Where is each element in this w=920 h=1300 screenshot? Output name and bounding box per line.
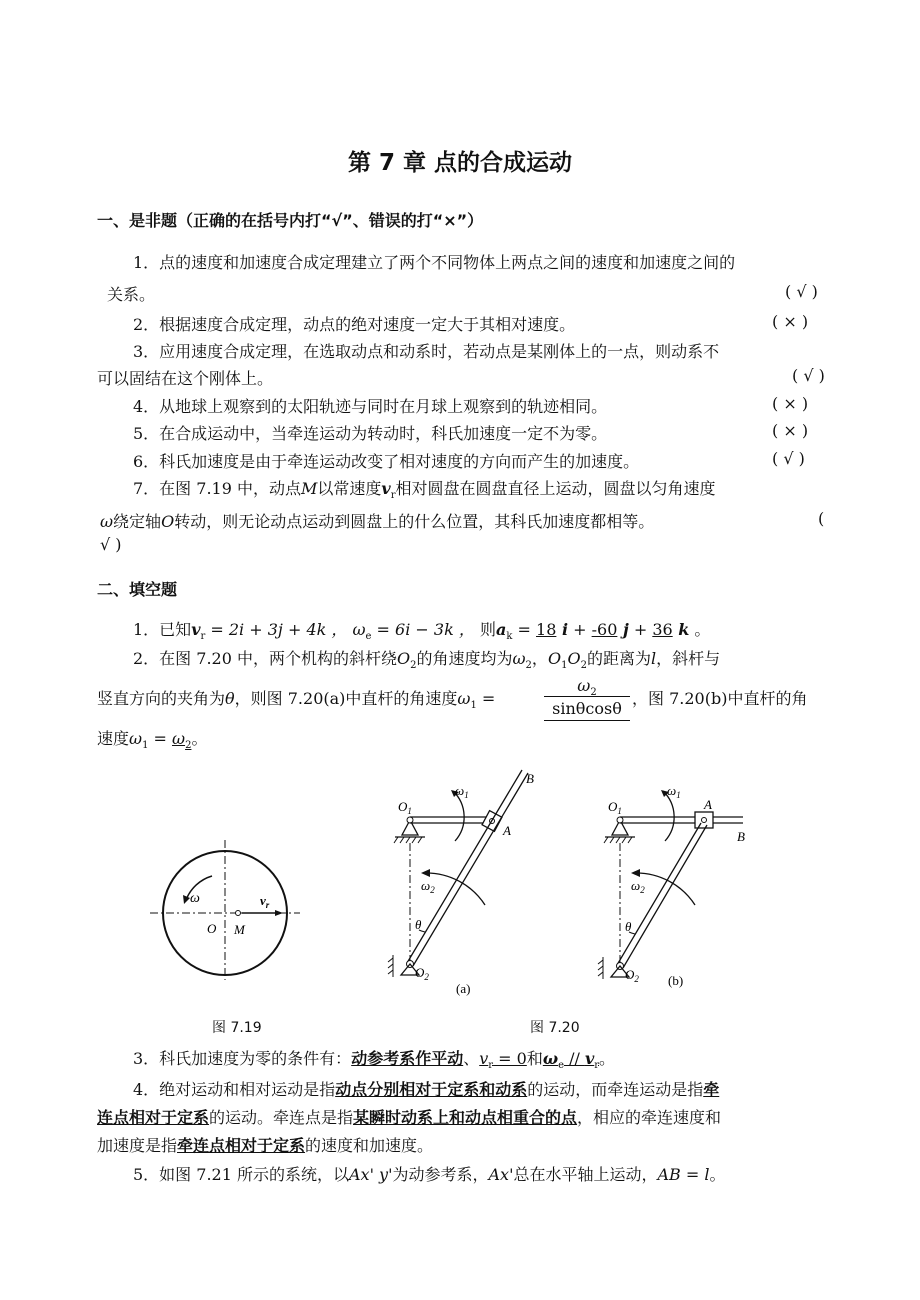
- item1-answer: ( √ ): [785, 282, 818, 301]
- item5-line1: 5．在合成运动中，当牵连运动为转动时，科氏加速度一定不为零。: [133, 424, 608, 443]
- fig720b-O2: $O_2$: [625, 967, 639, 984]
- item7-line2: ω绕定轴O转动，则无论动点运动到圆盘上的什么位置，其科氏加速度都相等。: [100, 512, 655, 531]
- item4-line1: 4．从地球上观察到的太阳轨迹与同时在月球上观察到的轨迹相同。: [133, 397, 608, 416]
- fig720a-O2: $O_2$: [415, 965, 429, 982]
- fig719-vr: $v_r$: [260, 893, 270, 910]
- fill-item4-line3: 加速度是指牵连点相对于定系的速度和加速度。: [97, 1136, 434, 1155]
- item6-line1: 6．科氏加速度是由于牵连运动改变了相对速度的方向而产生的加速度。: [133, 452, 640, 471]
- fig720a-w2: $\omega_2$: [421, 878, 435, 895]
- item7-answer-open: (: [818, 509, 825, 528]
- fig720a-w1: $\omega_1$: [455, 783, 469, 800]
- fill-item1: 1．已知$v_r = 2i + 3j + 4k$ ， $\omega_e = 6i - 3k$ ， 则$a_k = 18$ i + -60 j + 36 k 。: [133, 620, 711, 643]
- fig720a-label: (a): [456, 981, 471, 996]
- fig719-omega: ω: [190, 891, 200, 906]
- fraction-numerator: $\omega_2$: [577, 676, 597, 699]
- fig720a-A: A: [503, 823, 511, 838]
- section1-heading: 一、是非题（正确的在括号内打“√”、错误的打“×”）: [97, 211, 484, 230]
- fraction-denominator: sinθcosθ: [544, 699, 630, 721]
- figure-7-20-caption: 图 7.20: [530, 1020, 580, 1036]
- fill-item4-line2: 连点相对于定系的运动。牵连点是指某瞬时动系上和动点相重合的点，相应的牵连速度和: [97, 1108, 722, 1127]
- item4-answer: ( × ): [772, 394, 809, 413]
- fig720b-O1: $O_1$: [608, 799, 622, 816]
- item3-line2: 可以固结在这个刚体上。: [97, 369, 274, 388]
- fig720b-label: (b): [668, 973, 684, 988]
- item1-line1: 1．点的速度和加速度合成定理建立了两个不同物体上两点之间的速度和加速度之间的: [133, 253, 736, 272]
- figure-7-19-caption: 图 7.19: [212, 1020, 262, 1036]
- item6-answer: ( √ ): [772, 449, 805, 468]
- fig719-M: M: [234, 922, 245, 937]
- fill-item2-line3: 速度$\omega_1 = \omega_2$。: [97, 729, 208, 752]
- fill-item4-line1: 4．绝对运动和相对运动是指动点分别相对于定系和动系的运动，而牵连运动是指牵: [133, 1080, 720, 1099]
- fig720a-theta: θ: [415, 917, 422, 932]
- figure-7-19: [150, 840, 300, 990]
- fill-item3: 3．科氏加速度为零的条件有：动参考系作平动、$v_r = 0$和$\omega_e // v_r$。: [133, 1049, 616, 1072]
- fig720b-B: B: [737, 829, 745, 844]
- item1-line2: 关系。: [107, 285, 156, 304]
- item2-answer: ( × ): [772, 312, 809, 331]
- fraction-bar: [544, 696, 630, 697]
- item5-answer: ( × ): [772, 421, 809, 440]
- item7-answer-close: √ ): [100, 535, 122, 554]
- fig720b-A: A: [704, 797, 712, 812]
- fill-item2-line2a: 竖直方向的夹角为θ，则图 7.20(a)中直杆的角速度$\omega_1$ =: [97, 689, 496, 712]
- fill-item2-line2c: ，图 7.20(b)中直杆的角: [632, 689, 808, 708]
- figure-7-20a: [385, 765, 565, 1000]
- item7-line1: 7．在图 7.19 中，动点M以常速度$v_r$相对圆盘在圆盘直径上运动，圆盘以匀角速度: [133, 479, 716, 502]
- page-title: 第 7 章 点的合成运动: [347, 150, 573, 176]
- item3-line1: 3．应用速度合成定理，在选取动点和动系时，若动点是某刚体上的一点，则动系不: [133, 342, 720, 361]
- fig719-O: O: [207, 921, 217, 936]
- fig720a-B: B: [526, 771, 534, 786]
- fig720b-theta: θ: [625, 919, 632, 934]
- fill-item2-line1: 2．在图 7.20 中，两个机构的斜杆绕$O_2$的角速度均为$\omega_2$，$O_1O_2$的距离为l，斜杆与: [133, 649, 721, 672]
- item3-answer: ( √ ): [792, 366, 825, 385]
- section2-heading: 二、填空题: [97, 580, 178, 599]
- fig720a-O1: $O_1$: [398, 799, 412, 816]
- fig720b-w2: $\omega_2$: [631, 878, 645, 895]
- figure-7-20b: [595, 775, 755, 995]
- fill-item5: 5．如图 7.21 所示的系统，以Ax' y'为动参考系，Ax'总在水平轴上运动，AB = l。: [133, 1165, 726, 1184]
- item2-line1: 2．根据速度合成定理，动点的绝对速度一定大于其相对速度。: [133, 315, 576, 334]
- fig720b-w1: $\omega_1$: [667, 783, 681, 800]
